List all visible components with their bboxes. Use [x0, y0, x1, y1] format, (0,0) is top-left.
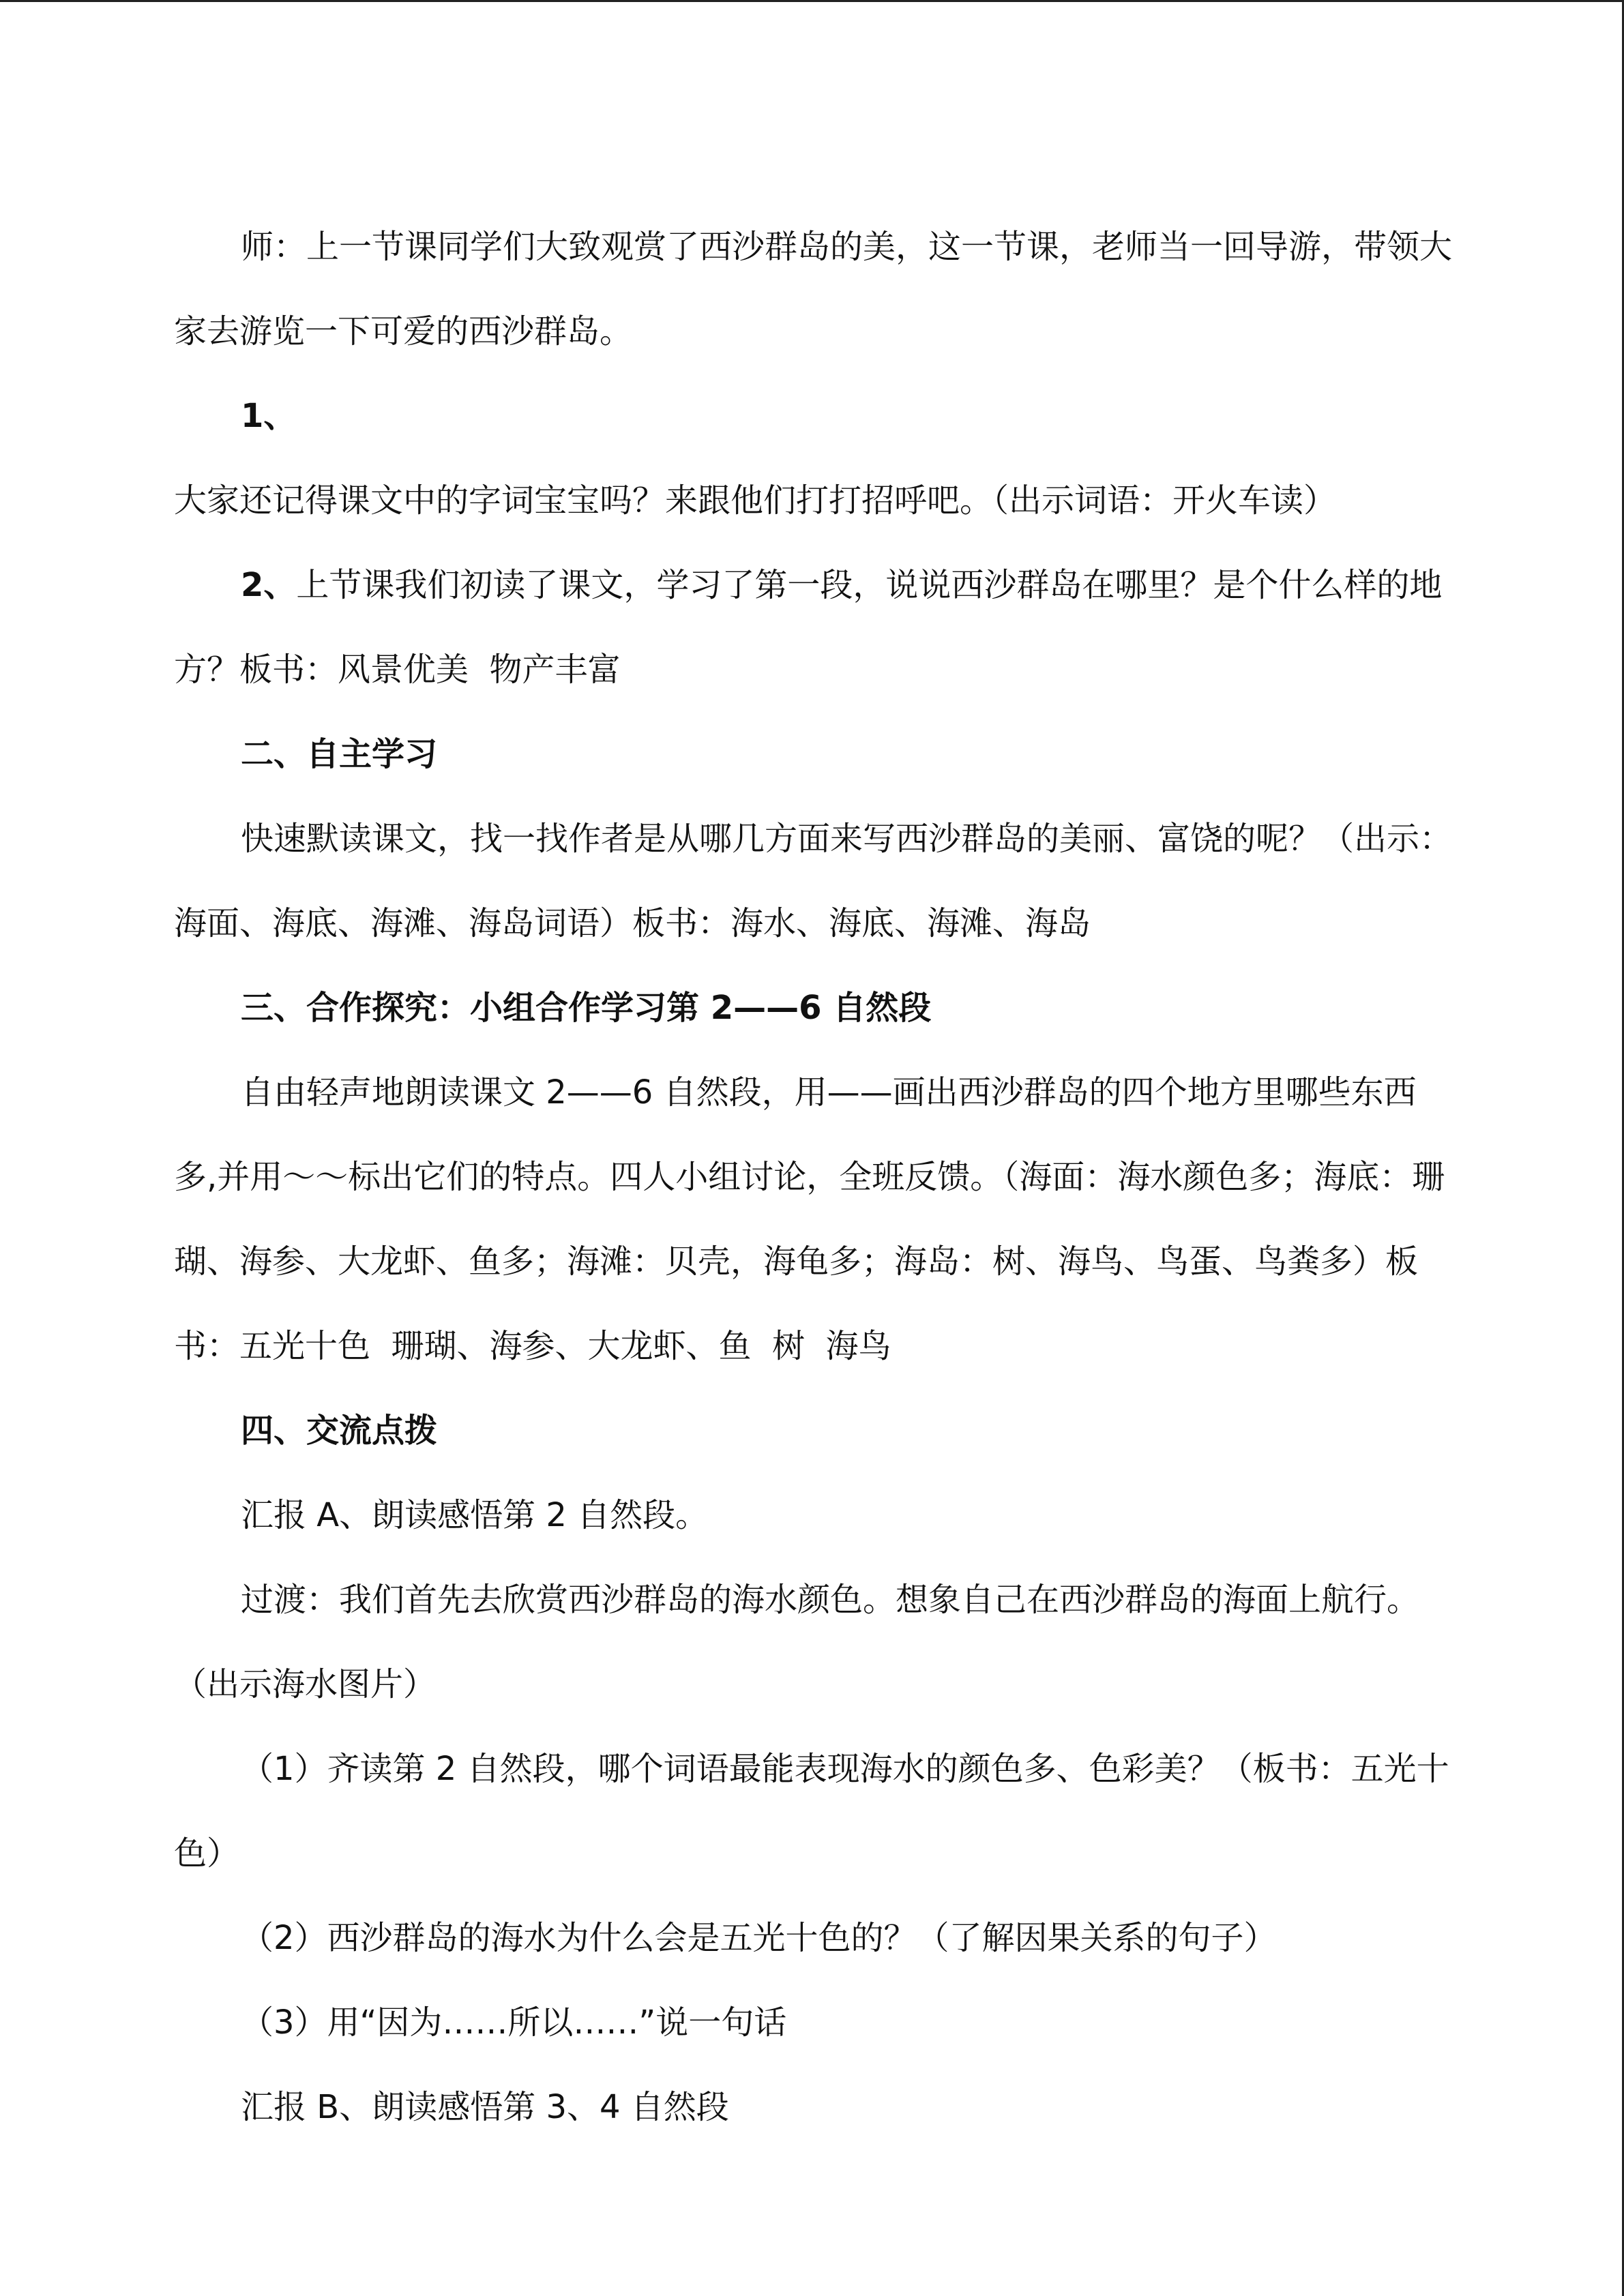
document-body [174, 205, 1456, 2149]
section-heading-cooperative: 三、合作探究：小组合作学习第 2——6 自然段 [241, 989, 932, 1027]
paragraph-item-2 [174, 543, 1456, 712]
paragraph-question-1: （1）齐读第 2 自然段，哪个词语最能表现海水的颜色多、色彩美？（板书：五光十色） [174, 1750, 1449, 1873]
paragraph-item-1 [174, 374, 1456, 543]
paragraph-question-2: （2）西沙群岛的海水为什么会是五光十色的？（了解因果关系的句子） [241, 1919, 1277, 1957]
section-heading-self-study: 二、自主学习 [241, 735, 438, 773]
section-heading-exchange: 四、交流点拨 [241, 1412, 438, 1450]
item-text: 大家还记得课文中的字词宝宝吗？来跟他们打打招呼吧。（出示词语：开火车读） [174, 481, 1337, 520]
paragraph-self-study: 快速默读课文，找一找作者是从哪几方面来写西沙群岛的美丽、富饶的呢？（出示：海面、海底、海滩、海岛词语）板书：海水、海底、海滩、海岛 [174, 820, 1453, 942]
paragraph-report-a: 汇报 A、朗读感悟第 2 自然段。 [241, 1496, 709, 1534]
page-border-top [0, 0, 1624, 2]
paragraph-question-3: （3）用“因为……所以……”说一句话 [241, 2003, 787, 2042]
paragraph-transition: 过渡：我们首先去欣赏西沙群岛的海水颜色。想象自己在西沙群岛的海面上航行。（出示海水图片） [174, 1581, 1420, 1703]
item-number: 1、 [241, 397, 297, 435]
paragraph-report-b: 汇报 B、朗读感悟第 3、4 自然段 [241, 2088, 729, 2126]
item-text: 上节课我们初读了课文，学习了第一段，说说西沙群岛在哪里？是个什么样的地方？板书：风景优美 物产丰富 [174, 566, 1443, 689]
paragraph-cooperative: 自由轻声地朗读课文 2——6 自然段，用——画出西沙群岛的四个地方里哪些东西多,并用～～标出它们的特点。四人小组讨论，全班反馈。（海面：海水颜色多；海底：珊瑚、海参、大龙虾、鱼多；海滩：贝壳，海龟多；海岛：树、海鸟、鸟蛋、鸟粪多）板书：五光十色 珊瑚、海参、大龙虾、鱼 树 海鸟 [174, 1073, 1445, 1365]
paragraph-intro: 师：上一节课同学们大致观赏了西沙群岛的美，这一节课，老师当一回导游，带领大家去游览一下可爱的西沙群岛。 [174, 228, 1453, 351]
item-number: 2、 [241, 566, 297, 604]
